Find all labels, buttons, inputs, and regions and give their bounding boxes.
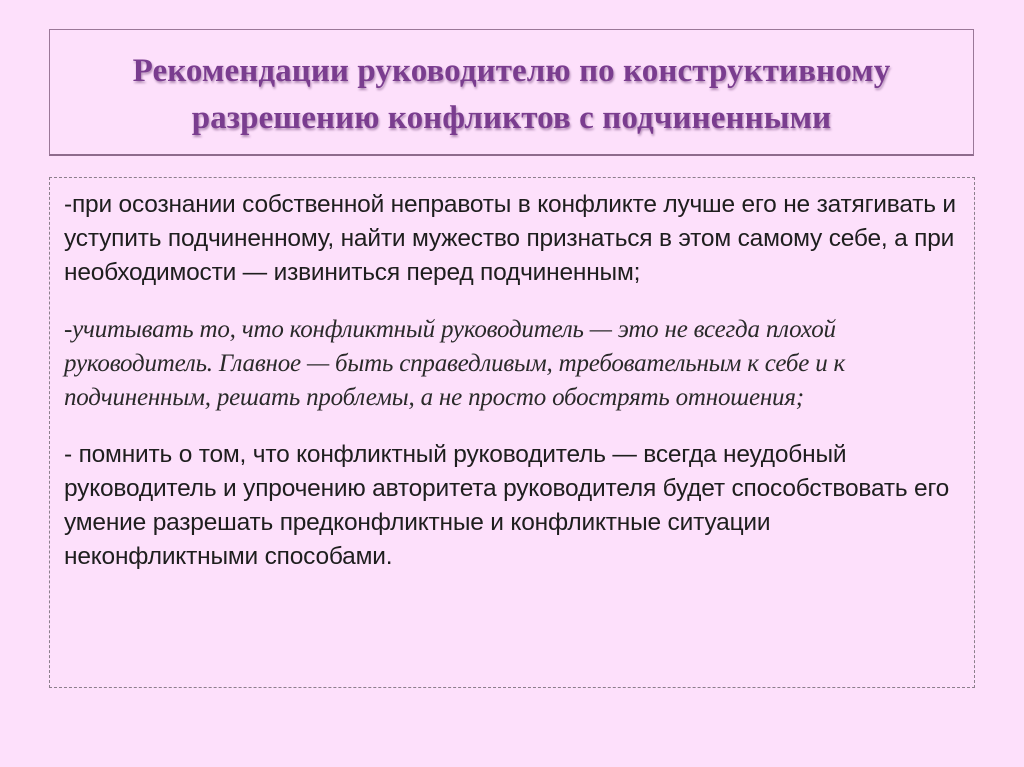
recommendation-1: -при осознании собственной неправоты в конфликте лучше его не затягивать и уступить подчиненному, найти мужество признаться в этом самому себе, а при необходимости — извиниться перед подчиненным;: [64, 191, 956, 286]
paragraph-gap: [64, 290, 960, 313]
recommendation-2: -учитывать то, что конфликтный руководитель — это не всегда плохой руководитель. Главное — быть справедливым, требовательным к себе и к подчиненным, решать проблемы, а не просто обострять отношения;: [64, 316, 846, 411]
title-box: [49, 29, 974, 156]
recommendation-3: - помнить о том, что конфликтный руководитель — всегда неудобный руководитель и упрочению авторитета руководителя будет способствовать его умение разрешать предконфликтные и конфликтные ситуации неконфликтными способами.: [64, 441, 950, 570]
paragraph-gap: [64, 415, 960, 438]
content-box: [49, 177, 975, 688]
slide-title: Рекомендации руководителю по конструктивному разрешению конфликтов с подчиненными: [132, 53, 891, 136]
